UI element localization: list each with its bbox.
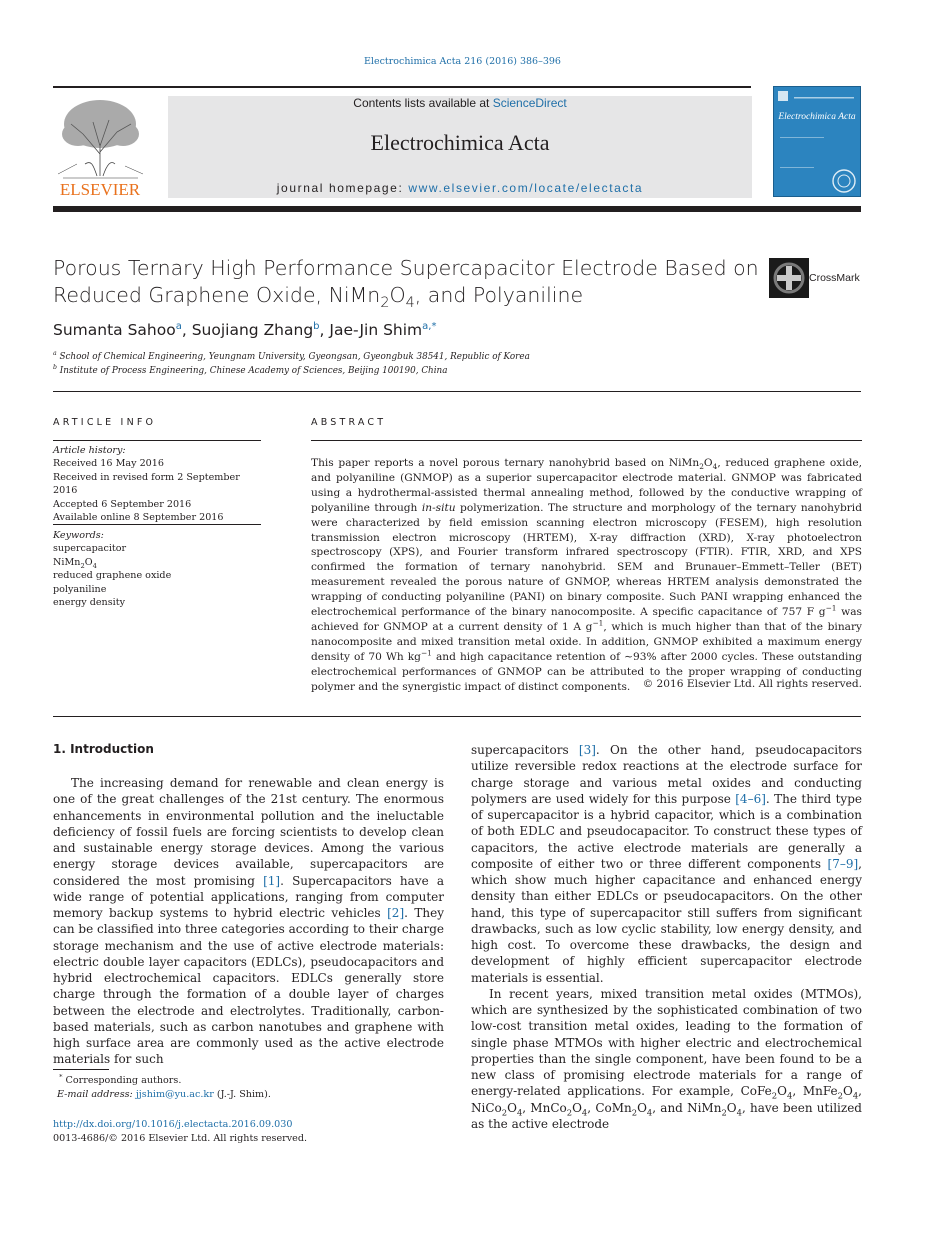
article-history: Article history: Received 16 May 2016 Received in revised form 2 September 2016 Accepted 6 September 2016 Available online 8 September 2016	[53, 445, 240, 524]
email-link[interactable]: jjshim@yu.ac.kr	[135, 1089, 214, 1100]
crossmark-label: CrossMark	[809, 272, 860, 284]
reference-link[interactable]: [1]	[263, 873, 281, 888]
keywords: Keywords: supercapacitor $NiMn_2O_4$ reduced graphene oxide polyaniline energy density	[53, 530, 172, 609]
crossmark-badge[interactable]	[769, 258, 860, 298]
divider	[311, 440, 862, 441]
header-rule	[53, 86, 751, 88]
abstract-copyright: © 2016 Elsevier Ltd. All rights reserved.	[642, 678, 862, 690]
reference-link[interactable]: [2]	[387, 906, 405, 920]
section-heading-introduction: 1. Introduction	[53, 742, 154, 756]
header-thick-rule	[53, 206, 861, 212]
reference-link[interactable]: [4–6]	[735, 791, 766, 806]
sciencedirect-link[interactable]: ScienceDirect	[492, 96, 567, 110]
abstract-text: This paper reports a novel porous ternary nanohybrid based on $NiMn_2O_4$, reduced graphene oxide, and polyaniline (GNMOP) as a superior supercapacitor electrode material. GNMOP was fabricated using a hydrothermal-assisted thermal annealing method, followed by the conductive wrapping of polyaniline through in-situ polymerization. The structure and morphology of the ternary nanohybrid were characterized by field emission scanning electron microscopy (FESEM), high resolution transmission electron microscopy (HRTEM), X-ray diffraction (XRD), X-ray photoelectron spectroscopy (XPS), and Fourier transform infrared spectroscopy (FTIR). FTIR, XRD, and XPS confirmed the formation of ternary nanohybrid. SEM and Brunauer–Emmett–Teller (BET) measurement revealed the porous nature of GNMOP, whereas HRTEM analysis demonstrated the wrapping of conducting polyaniline (PANI) on binary composite. Such PANI wrapping enhanced the electrochemical performance of the binary nanocomposite. A specific capacitance of 757 F $g^{-1}$ was achieved for GNMOP at a current density of 1 A $g^{-1}$, which is much higher than that of the binary nanocomposite and mixed transition metal oxide. In addition, GNMOP exhibited a maximum energy density of 70 Wh $kg^{-1}$ and high capacitance retention of ∼93% after 2000 cycles. These outstanding electrochemical performances of GNMOP can be attributed to the proper wrapping of conducting polymer and the synergistic impact of distinct components.	[311, 457, 863, 693]
abstract-heading: ABSTRACT	[311, 417, 387, 428]
author-name: Jae-Jin Shim	[329, 321, 423, 339]
corresponding-footnote: * Corresponding authors.	[59, 1072, 182, 1086]
doi-link[interactable]: http://dx.doi.org/10.1016/j.electacta.2016.09.030	[53, 1119, 293, 1130]
divider	[53, 391, 861, 392]
email-footnote: E-mail address: jjshim@yu.ac.kr (J.-J. Shim).	[57, 1089, 271, 1100]
affiliation-link[interactable]: b	[313, 320, 320, 332]
divider	[53, 524, 261, 525]
affiliation-link[interactable]: a	[175, 320, 182, 332]
elsevier-logo	[53, 94, 148, 199]
affiliation-a: $^a$ School of Chemical Engineering, Yeungnam University, Gyeongsan, Gyeongbuk 38541, Republic of Korea	[53, 350, 530, 362]
reference-link[interactable]: [3]	[578, 743, 596, 757]
issn-line: 0013-4686/© 2016 Elsevier Ltd. All rights reserved.	[53, 1133, 308, 1144]
homepage-link[interactable]: www.elsevier.com/locate/electacta	[408, 181, 644, 195]
affiliation-link[interactable]: a,*	[422, 320, 437, 332]
article-title: Porous Ternary High Performance Supercapacitor Electrode Based on Reduced Graphene Oxide, $NiMn_2O_4$, and Polyaniline	[53, 256, 759, 312]
footnote-rule	[53, 1069, 109, 1070]
author-list: Sumanta Sahoo$^a$, Suojiang Zhang$^b$, Jae-Jin Shim$^{a,*}$	[53, 320, 437, 339]
divider	[53, 716, 861, 717]
reference-link[interactable]: [7–9]	[827, 856, 859, 871]
journal-citation[interactable]: Electrochimica Acta 216 (2016) 386–396	[364, 56, 561, 67]
journal-cover-image	[773, 86, 861, 197]
divider	[53, 440, 261, 441]
journal-name: Electrochimica Acta	[370, 130, 550, 155]
cover-title: Electrochimica Acta	[778, 112, 856, 122]
article-info-heading: ARTICLE INFO	[53, 417, 157, 428]
author-name: Sumanta Sahoo	[53, 321, 176, 339]
journal-homepage: journal homepage: www.elsevier.com/locate/electacta	[276, 181, 644, 195]
contents-line: Contents lists available at ScienceDirect	[353, 96, 567, 110]
affiliation-b: $^b$ Institute of Process Engineering, Chinese Academy of Sciences, Beijing 100190, China	[53, 364, 448, 376]
author-name: Suojiang Zhang	[191, 321, 314, 339]
body-column-right: supercapacitors [3]. On the other hand, pseudocapacitors utilize reversible redox reactions at the electrode surface for charge storage and various metal oxides and conducting polymers are used widely for this purpose [4–6]. The third type of supercapacitor is a hybrid capacitor, which is a combination of both EDLC and pseudocapacitor. To construct these types of capacitors, the active electrode materials are generally a composite of either two or three different components [7–9], which show much higher capacitance and enhanced energy density than either EDLCs or pseudocapacitors. On the other hand, this type of supercapacitor still suffers from significant drawbacks, such as low cyclic stability, low energy density, and high cost. To overcome these drawbacks, the design and development of highly efficient supercapacitor electrode materials is essential. In recent years, mixed transition metal oxides (MTMOs), which are synthesized by the sophisticated combination of two low-cost transition metal oxides, leading to the formation of single phase MTMOs with higher electric and electrochemical properties than the single component, have been found to be a new class of promising electrode materials for a range of energy-related applications. For example, $CoFe_2O_4$, $MnFe_2O_4$, $NiCo_2O_4$, $MnCo_2O_4$, $CoMn_2O_4$, and $NiMn_2O_4$, have been utilized as the active electrode	[471, 743, 862, 1131]
elsevier-wordmark: ELSEVIER	[59, 180, 141, 199]
body-column-left: The increasing demand for renewable and clean energy is one of the great challenges of the 21st century. The enormous enhancements in environmental pollution and the ineluctable deficiency of fossil fuels are forcing scientists to develop clean and sustainable energy storage devices. Among the various energy storage devices available, supercapacitors are considered the most promising [1]. Supercapacitors have a wide range of potential applications, ranging from computer memory backup systems to hybrid electric vehicles [2]. They can be classified into three categories according to their charge storage mechanism and the use of active electrode materials: electric double layer capacitors (EDLCs), pseudocapacitors and hybrid electrochemical capacitors. EDLCs generally store charge through the formation of a double layer of charges between the electrode and electrolytes. Traditionally, carbon-based materials, such as carbon nanotubes and graphene with high surface area are commonly used as the active electrode materials for such	[53, 776, 444, 1067]
